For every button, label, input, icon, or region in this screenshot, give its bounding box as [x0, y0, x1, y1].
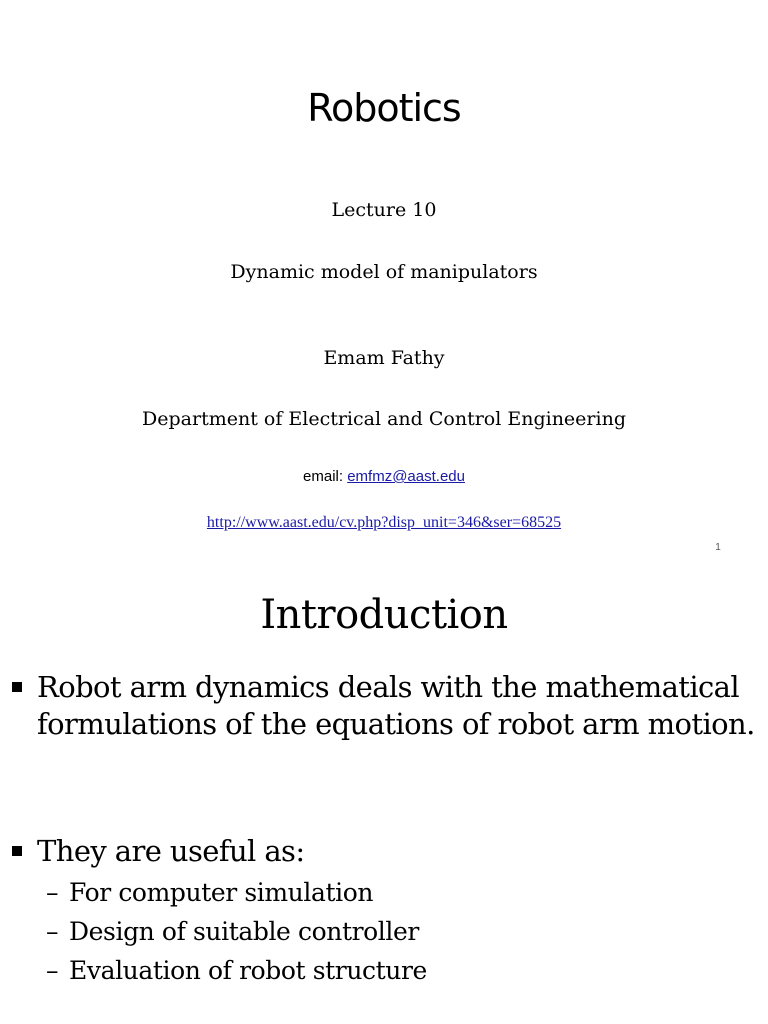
cv-url-link[interactable]: http://www.aast.edu/cv.php?disp_unit=346&ser=68525	[206, 514, 562, 531]
sub-bullet-item	[46, 917, 746, 947]
sub-bullet-text: Evaluation of robot structure	[69, 956, 427, 985]
sub-bullet-text: For computer simulation	[69, 878, 374, 907]
bullet-text: Robot arm dynamics deals with the mathematical formulations of the equations of robot arm motion.	[37, 670, 755, 741]
author-name: Emam Fathy	[323, 347, 445, 369]
bullet-item	[12, 669, 762, 742]
lecture-number: Lecture 10	[331, 199, 437, 221]
dash-icon: –	[46, 878, 59, 907]
sub-bullet-text: Design of suitable controller	[69, 917, 419, 946]
dash-icon: –	[46, 917, 59, 946]
page-number: 1	[715, 542, 721, 553]
url-line	[0, 514, 768, 532]
bullet-text: They are useful as:	[37, 834, 305, 868]
email-line	[0, 468, 768, 485]
email-link[interactable]: emfmz@aast.edu	[347, 468, 465, 485]
sub-bullet-item	[46, 878, 746, 908]
email-label: email:	[303, 468, 348, 485]
sub-bullet-item	[46, 956, 746, 986]
slide-title: Robotics	[307, 86, 461, 130]
bullet-item	[12, 833, 762, 870]
lecture-subtitle: Dynamic model of manipulators	[230, 261, 538, 283]
slide-title: Introduction	[260, 592, 508, 638]
square-bullet-icon	[12, 682, 22, 692]
square-bullet-icon	[12, 846, 22, 856]
department: Department of Electrical and Control Engineering	[142, 408, 626, 430]
introduction-slide	[0, 568, 768, 1024]
dash-icon: –	[46, 956, 59, 985]
